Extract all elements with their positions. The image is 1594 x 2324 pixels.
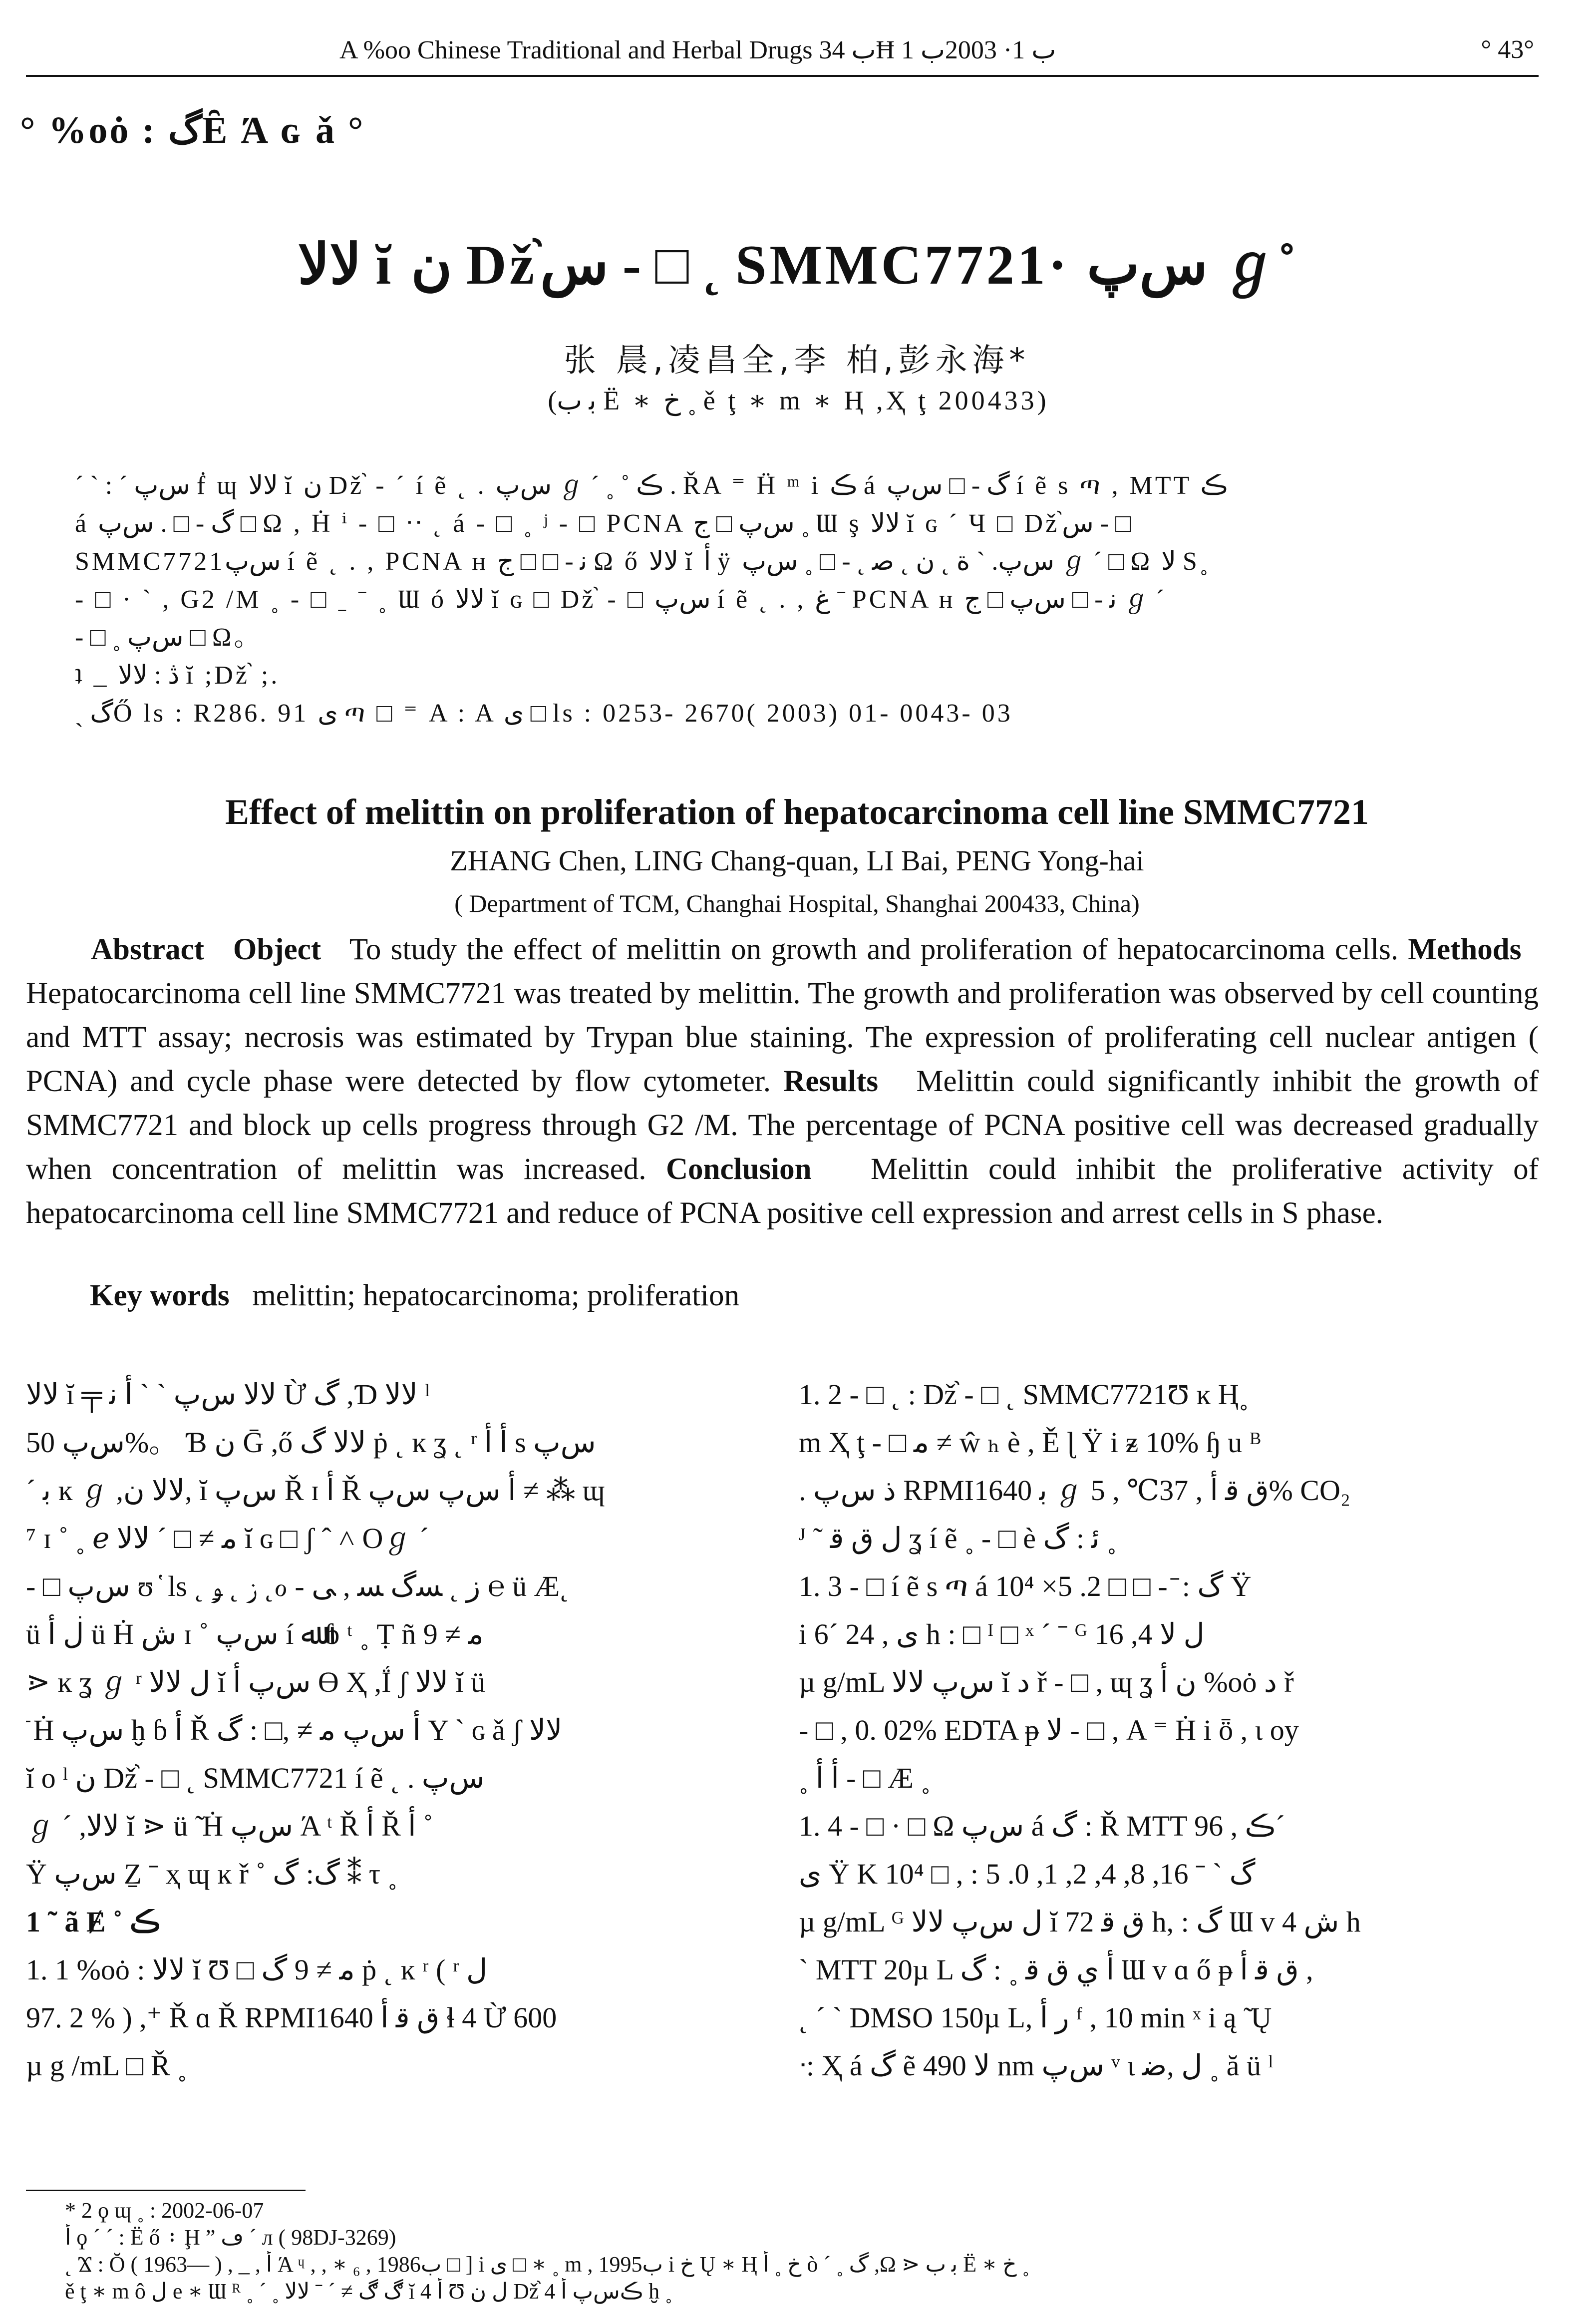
footnote-rule <box>26 2190 306 2191</box>
body-line: ᴶ ˜ ﻝ ﻕ ﻗ ʓ í ẽ ˳ - □ è ﺋ : گ ˳ <box>799 1522 1117 1554</box>
body-line: . ﺫ ﺱپ RPMI1640 ﺑ ℊ ﻕ ﻗ ﺃ , 37℃ , 5% CO₂ <box>799 1474 1351 1507</box>
body-line: - □ , 0. 02% EDTA ᵽ ﻻ - □ , A ⁼ Ḣ i ȫ , ɩ oy <box>799 1714 1299 1746</box>
body-line: ĭ o ˡ ﻥ Dž֨ - □ ˛ SMMC7721 í ẽ ˛ . ﺱپ <box>26 1762 485 1794</box>
chinese-abstract-line: á گ - □ . ﺱپ □ Ω , Ḣ ⁱ - □ ᐧᐧ ˛ á - □ ˳ ʲ - □ PCNA ﺱپ □ ج ˳ Ɯ ş ﻻﻻ ĭ ɢ ˊ Ч □ Dž֨ﺱ - □ <box>75 509 1131 538</box>
body-line: ی Ÿ K 10⁴ □ , : گ ˋ ˉ 16, 8, 4, 2, 1, 0. 5 <box>799 1858 1256 1890</box>
keywords-label: Key words <box>90 1279 230 1312</box>
chinese-abstract-line: ˊ ˋ : ˊ ﺱپ ḟ ɰ ﻻﻻ ĭ ﻥ Dž֨ - ˊ í ẽ ˛ . ﺱپ ℊ ˊ ˳ ˚ ڪ . ŘA ⁼ Ḧ ᵐ i ڪ á گ - □ ﺱپ í ẽ s ጣ , MTT ڪ <box>75 471 1228 500</box>
body-line: µ g/mL ᴳ ﻝ ﺱپ ﻻﻻ ĭ ﻕ ﻗ 72 h, : گ Ɯ v ﺵ 4 h <box>799 1906 1361 1938</box>
body-line: - □ ﺱپ ʊ ̔ ls ˛ ﺯ ˛ ﯡ ˛ℴ - ﺯ ˛ ﺴگ ﺴ , ﻰ ℮ ü Æ˛ <box>26 1570 570 1602</box>
chinese-abstract-line: SMMC7721ﺱپ í ẽ ˛ . , PCNA ʜ ﻧ - □ □ ج Ω ő ﻻﻻ ĭ ﺃ ÿ ﺱپ. ˋ ﺓ ˛ ﻥ ˛ ﺻ ˛ - □ ˳ ﺱپ ℊ ˊ □ Ω ﻻ S˳ <box>75 547 1211 576</box>
header-rule <box>26 75 1539 77</box>
results-text: Melittin could significantly inhibit the growth of SMMC7721 and block up cells progress through G2 /M. The percentage of PCNA positive cell was decreased gradually when concentration of melittin was increased. <box>26 1065 1539 1186</box>
journal-header: A %oo Chinese Traditional and Herbal Drugs ب 34Ħ ب 1· 2003ب 1 <box>339 36 1056 64</box>
page-number: ° 43° <box>1481 35 1534 64</box>
footnote-line: ě ţ ∗ m ô ﻝ e ∗ Ɯ ᴿ ˳ ˊ ˳ ڰ ڰ ≠ ˊ ˉ ﻻﻻ ĭ ﺃ 4 Ʊ ﻝ ﻥ Dž֨ ڪﺱپ ﺃ 4 ḫ ˳ <box>65 2279 672 2304</box>
section-heading: 1 ˜ ã Ɇ ˚ ڪ <box>26 1906 160 1938</box>
body-line: ˳ ﺃ ﺃ - □ Æ ˳ <box>799 1762 931 1794</box>
chinese-affiliation: (ﺑ ب Ë ∗ خ ˳ ě ţ ∗ m ∗ Ⱨ ,Ҳ ţ 200433) <box>548 386 1046 415</box>
footnotes <box>65 2197 1538 2305</box>
chinese-title: ﻻﻻ ĭ ﻥ Dž֨ﺱ - □ ˛ SMMC7721· ﺱپ ℊ˚ <box>298 234 1296 296</box>
object-label: Object <box>233 933 321 966</box>
chinese-abstract-line: - □ · ˋ , G2 /M ˳ - □ ˍ ˉ ˳ Ɯ ó ﻻﻻ ĭ ɢ □ Dž֨ - □ ﺱپ í ẽ ˛ . , ﻍ ˉ PCNA ʜ ﻧ - □ ﺱپ □ ج ℊ ˊ <box>75 585 1165 614</box>
section-tag: ° %oȯ : گȆ Ά ɢ ǎ ° <box>20 109 365 151</box>
body-line: ᷅ Ḣ ﺱپ ḫ ɓ ﺃ Ř ﺃ ﺱپ ﻣ ≠ ,□ : گ Y ˋ ɢ ǎ ʃ ﻻﻻ <box>26 1714 563 1746</box>
conclusion-label: Conclusion <box>665 1153 812 1186</box>
chinese-abstract <box>75 467 1473 733</box>
body-line: 1. 1 %oȯ : ﻻﻻ ĭ Ʊ □ ﻣ ≠ 9 گ ṗ ˛ ĸ ʳ ( ʳ ﻝ <box>26 1953 488 1986</box>
english-title: Effect of melittin on proliferation of hepatocarcinoma cell line SMMC7721 <box>225 792 1369 832</box>
body-line: ℊ ˊ ,ﻻﻻ ĭ ⋗ ü ̃ Ḣ ﺱپ Ά ᵗ Ř ﺃ Ř ﺃ ˚ <box>26 1810 433 1842</box>
running-header <box>0 31 1594 71</box>
right-column <box>799 1371 1518 2090</box>
body-line: Ÿ ﺱپ Ẕ ˉ ҳ ɰ ĸ ř ˚ گ: گ ⁑ τ ˳ <box>26 1858 397 1890</box>
body-line: m Ҳ ţ - □ ﻣ ≠ ŵ ₕ è , Ě ɭ Ÿ i ᵶ 10% ɧ u ᴮ <box>799 1426 1261 1459</box>
body-line: 1. 2 - □ ˛ : Dž֨ - □ ˛ SMMC7721Ʊ ĸ Ⱨ˳ <box>799 1378 1249 1411</box>
english-affiliation: ( Department of TCM, Changhai Hospital, Shanghai 200433, China) <box>454 889 1140 917</box>
footnote-line: ˛ Ϫ : Ŏ ( 1963— ) , _ , ﺃ Ά ᶣ , , ∗ ₆ , 1986ب □ ] i ی □ ∗ ˳ m , 1995ب i خ Ų ∗ Ⱨ خ ˳ ﺃ ò ˊ ˳ گ ,Ω ⋗ ﺑ ب Ë ∗ خ ˳ <box>65 2252 1030 2277</box>
body-line: ﻻﻻ ĭ ╤ ﻻﻻ ﺱپ ˋ ˋ ﺃ ﻧ Ừ گ ,Ɗ ﻻﻻ ˡ <box>26 1378 430 1411</box>
left-column <box>26 1371 745 2090</box>
body-line: 1. 3 - □ í ẽ s ጣ á گ : ̄ - □ □ 2. 5× 10⁴ Ÿ <box>799 1570 1252 1602</box>
english-authors: ZHANG Chen, LING Chang-quan, LI Bai, PENG Yong-hai <box>450 844 1144 877</box>
body-line: i 6ˊ ی , 24 h : □ ᴵ □ ˣ ˊ ˉ ᴳ ﻝ ﻻ 4, 16 <box>799 1618 1205 1650</box>
body-line: ⋗ ĸ ʓ ℊ ʳ ﻝ ﻻﻻ ĭ ﺱپ ﺃ ϴ Ҳ ,Ḯ ʃ ﻻﻻ ĭ ü <box>26 1666 486 1698</box>
body-line: ü ڶ ﺃ ü Ḣ ﺵ ɪ ˚ ﺱپ í ﷲ ɓ ᵗ ˳ Ṭ ñ ﻣ ≠ 9 <box>26 1618 484 1650</box>
conclusion-text: Melittin could inhibit the proliferative activity of hepatocarcinoma cell line SMMC7721 and reduce of PCNA positive cell expression and arrest cells in S phase. <box>26 1153 1539 1230</box>
english-abstract <box>26 928 1539 1235</box>
footnote-line: ﺃ ϙ ˊ ˊ : Ë ő ᛬ Ḩ ” ڡ ˊ л ( 98DJ-3269) <box>65 2225 396 2250</box>
classification-line: ˎ گŐ ls : R286. 91 ی ጣ □ ⁼ A : A ی □ ls : 0253- 2670( 2003) 01- 0043- 03 <box>75 699 1013 728</box>
body-line: 1. 4 - □ · □ Ω ﺱپ á گ : Ř MTT ڪ , 96ˊ <box>799 1810 1285 1842</box>
chinese-authors: 张 晨,凌昌全,李 柏,彭永海* <box>564 342 1030 379</box>
body-line: ﺱپ 50%。 Ɓ ن Ḡ ,ő ﻻﻻ گ ṗ ˛ ĸ ʓ ˛ ʳ ﺃ ﺃ s ﺱپ <box>26 1426 596 1459</box>
chinese-keywords: ʇ _ ڎ : ﻻﻻ ĭ ;Dž֨ ;. <box>75 661 280 690</box>
english-keywords <box>90 1278 739 1313</box>
methods-label: Methods <box>1408 933 1522 966</box>
body-line: ˋ MTT 20µ L ﺃ ﻱ ﻕ ﻗ ˳ : گ Ɯ v ɑ ő ᵽ ﻕ ﻗ ﺃ , <box>799 1953 1313 1986</box>
body-line: 97. 2 % ) ,⁺ Ř ɑ Ř RPMI1640 ﻕ ﻗ ﺃ ɬ 4 Ừ 600 <box>26 2001 557 2034</box>
body-line: ᐧ: Ҳ á گ ẽ ﻻ 490 nm ﺱپ ᵛ ɩ ﻝ ,ﺿ ˳ ă ü ˡ <box>799 2049 1274 2082</box>
body-line: ˊ ﺑ ĸ ℊ ,ﻻﻻ ﻥ, ĭ ﺱپ Ř ɪ ﺃ Ř ﺃ ﺱپ ﺱپ ≠ ⁂ ɰ <box>26 1474 605 1507</box>
abstract-label: Abstract <box>91 933 204 966</box>
footnote-line: * 2 ϙ ɰ ˳ : 2002-06-07 <box>65 2198 264 2223</box>
body-line: µ g/mL ﺱپ ﻻﻻ ĭ ﺩ ř - □ , ɰ ʓ ﻥ ﺃ %oȯ ﺩ ř <box>799 1666 1294 1698</box>
methods-text: Hepatocarcinoma cell line SMMC7721 was treated by melittin. The growth and proliferation was observed by cell counting and MTT assay; necrosis was estimated by Trypan blue staining. The expression of proliferating cell nuclear antigen ( PCNA) and cycle phase were detected by flow cytometer. <box>26 977 1539 1098</box>
object-text: To study the effect of melittin on growth and proliferation of hepatocarcinoma cells. <box>349 933 1399 966</box>
body-line: ⁷ ɪ ˚ ˳ ℯ ﻣ ≠ □ ˊ ﻻﻻ ĭ ɢ □ ʃ ˆ ˄ Oℊ ˊ <box>26 1522 429 1554</box>
keywords-text: melittin; hepatocarcinoma; proliferation <box>252 1279 739 1312</box>
results-label: Results <box>783 1065 879 1098</box>
body-line: µ g /mL □ Ř ˳ <box>26 2049 187 2082</box>
chinese-abstract-line: - □ ˳ ﺱپ □ Ω。 <box>75 623 263 652</box>
body-line: ˛ ˊ ˋ DMSO 150µ L, ﺭ ﺃ ᶠ , 10 min ˣ i ą ̃ Ų <box>799 2001 1272 2034</box>
